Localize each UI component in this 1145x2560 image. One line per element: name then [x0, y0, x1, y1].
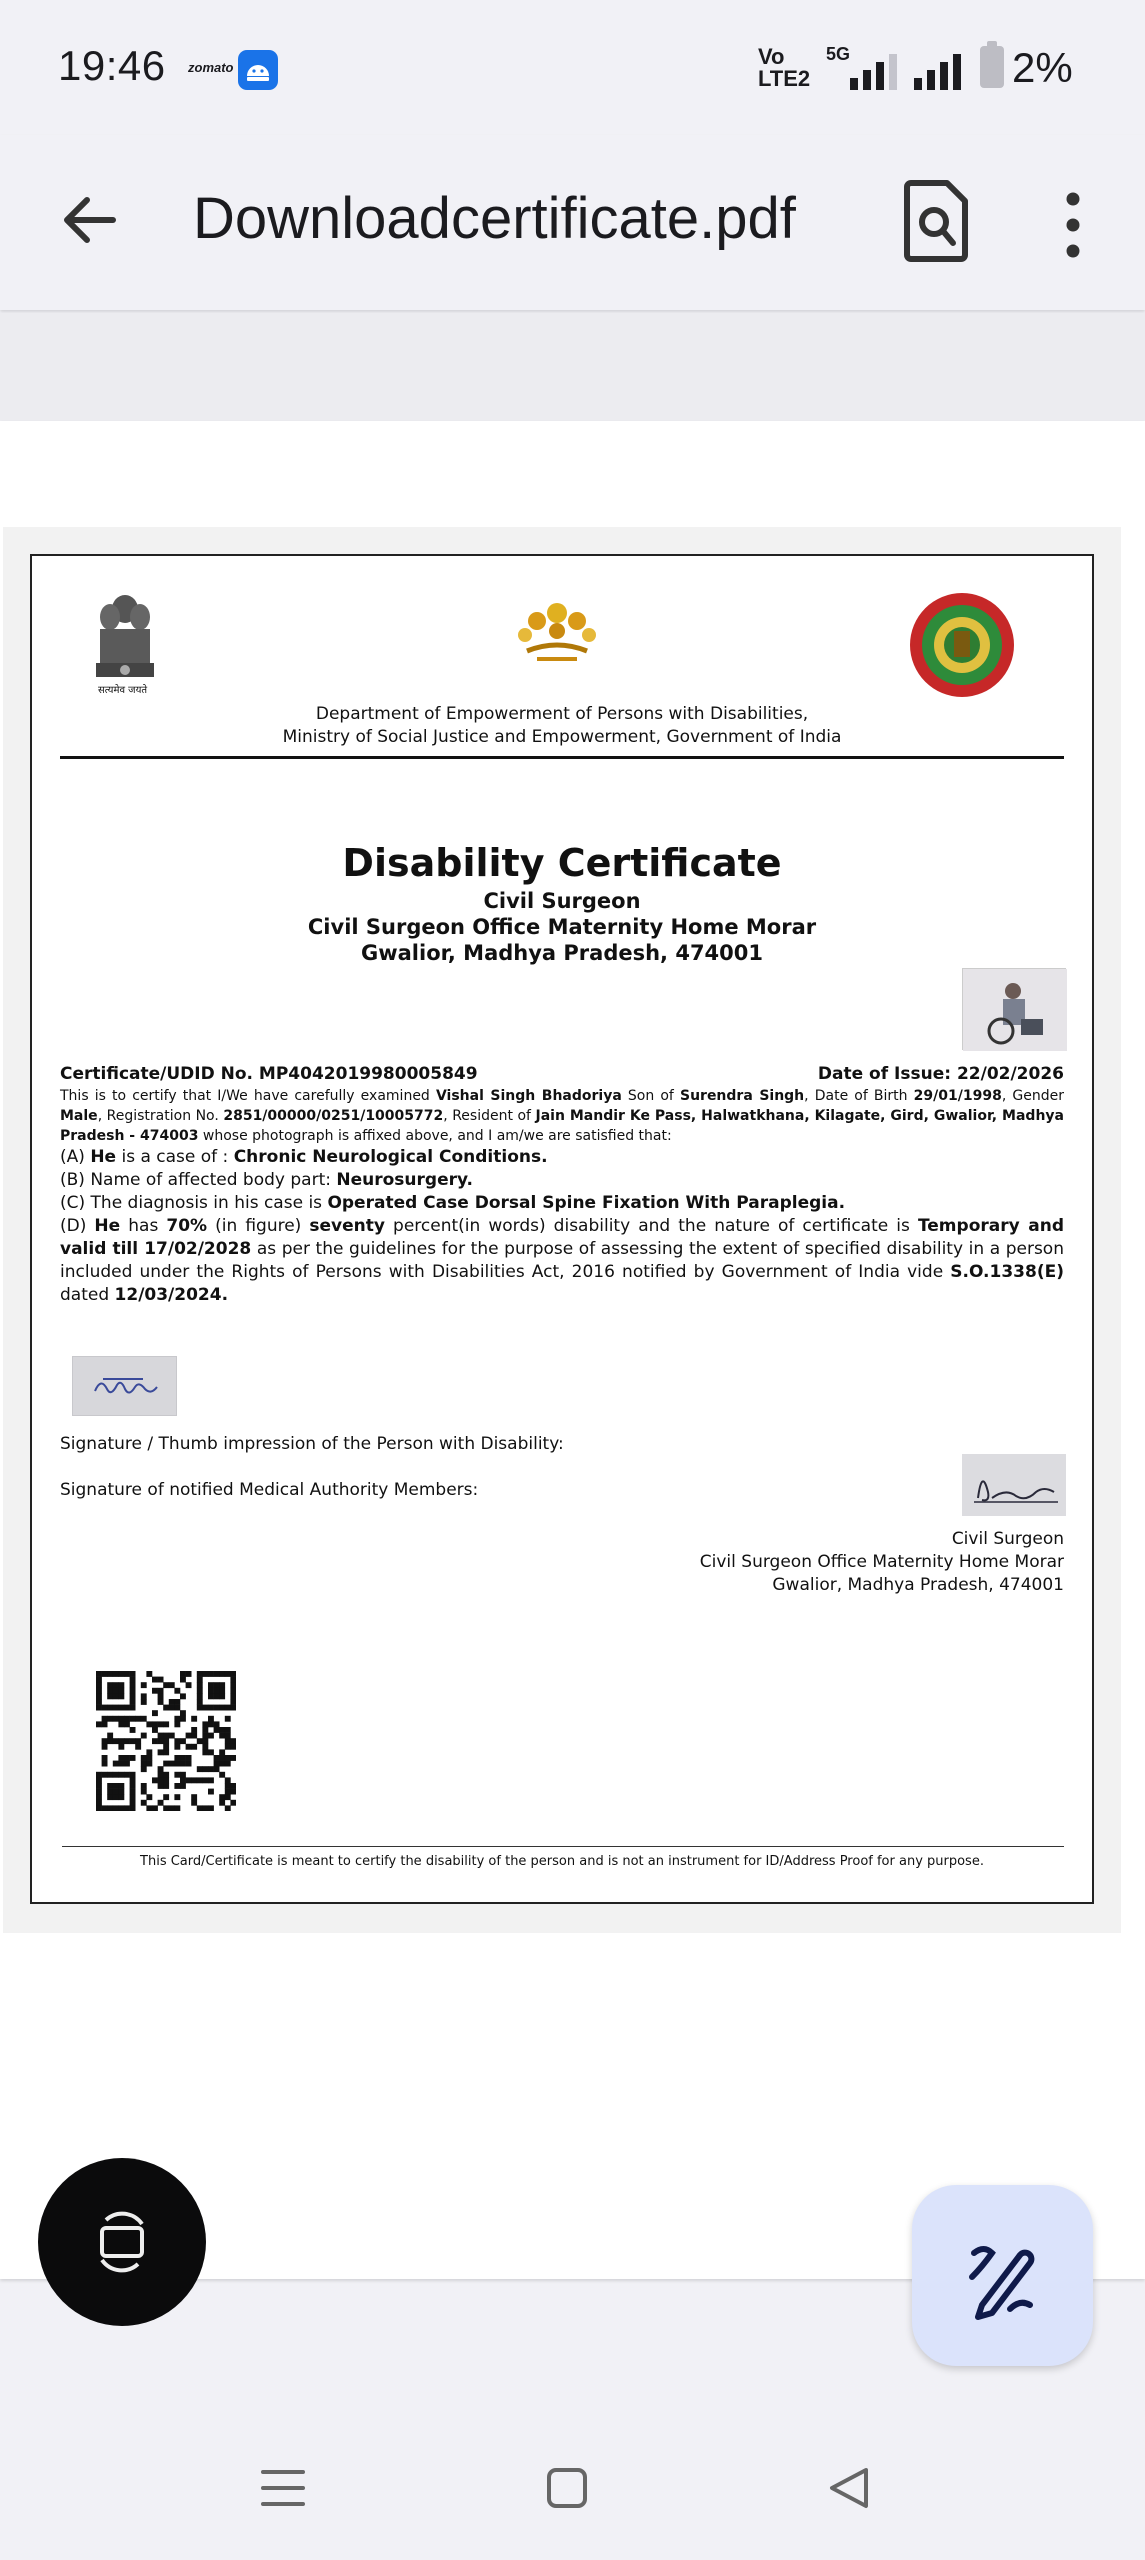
- document-title: Downloadcertificate.pdf: [193, 186, 796, 251]
- footer-disclaimer: This Card/Certificate is meant to certify the disability of the person and is not an instrument for ID/Address Proof for any purpose.: [140, 1854, 984, 1869]
- certificate-subtitle-2: Civil Surgeon Office Maternity Home Morar: [307, 915, 817, 939]
- pdf-page[interactable]: [3, 527, 1121, 1933]
- certificate-intro: This is to certify that I/We have carefully examined Vishal Singh Bhadoriya Son of Surendra Singh, Date of Birth 29/01/1998, Gender Male, Registration No. 2851/00000/0251/10005772, Resident of Jain Mandir Ke Pass, Halwatkhana, Kilagate, Gird, Gwalior, Madhya Pradesh - 474003 whose photograph is affixed above, and I am/we are satisfied that:: [60, 1088, 1064, 1144]
- authority-line-3: Gwalior, Madhya Pradesh, 474001: [772, 1575, 1064, 1595]
- header-divider: [60, 756, 1064, 759]
- person-signature-image: [72, 1356, 177, 1416]
- app-toolbar: [0, 135, 1145, 310]
- find-in-document-icon[interactable]: [903, 177, 973, 263]
- status-bar: [0, 0, 1145, 135]
- clause-d: (D) He has 70% (in figure) seventy percent(in words) disability and the nature of certificate is Temporary and valid till 17/02/2028 as per the guidelines for the purpose of assessing the extent of specified disability in a person included under the Rights of Persons with Disabilities Act, 2016 notified by Government of India vide S.O.1338(E) dated 12/03/2024.: [60, 1216, 1065, 1305]
- clause-c: (C) The diagnosis in his case is Operated Case Dorsal Spine Fixation With Paraplegia.: [60, 1193, 846, 1213]
- person-signature-label: Signature / Thumb impression of the Person with Disability:: [60, 1434, 564, 1454]
- certificate-subtitle-1: Civil Surgeon: [483, 889, 641, 913]
- certificate-title: Disability Certificate: [342, 841, 782, 885]
- department-line-2: Ministry of Social Justice and Empowerment, Government of India: [282, 727, 842, 747]
- signal-strength-sim1-icon: [850, 54, 897, 90]
- battery-percent: 2%: [1012, 44, 1073, 91]
- volte-indicator: Vo LTE2: [758, 44, 811, 91]
- person-photo: [962, 968, 1066, 1050]
- zomato-notification-icon: zomato: [188, 60, 234, 75]
- battery-icon: [980, 46, 1004, 88]
- clause-a: (A) He is a case of : Chronic Neurological Conditions.: [60, 1147, 548, 1167]
- footer-divider: [62, 1846, 1064, 1847]
- clause-b: (B) Name of affected body part: Neurosurgery.: [60, 1170, 473, 1190]
- viewer-top-band: [0, 313, 1145, 421]
- qr-code: [96, 1671, 236, 1811]
- edit-annotate-button[interactable]: [912, 2185, 1093, 2366]
- authority-address: [700, 1528, 1064, 1597]
- certificate-subtitle-3: Gwalior, Madhya Pradesh, 474001: [360, 941, 763, 965]
- authority-signature-image: [962, 1454, 1066, 1516]
- rotate-screen-icon: [38, 2158, 206, 2326]
- more-vertical-icon[interactable]: [1055, 185, 1091, 265]
- rotate-screen-button[interactable]: [38, 2158, 206, 2326]
- department-logo-icon: [507, 591, 607, 676]
- date-of-issue: Date of Issue: 22/02/2026: [817, 1064, 1064, 1084]
- udid-number: Certificate/UDID No. MP4042019980005849: [60, 1064, 478, 1084]
- arrow-back-icon[interactable]: [55, 185, 125, 255]
- certificate-body: [60, 1086, 1064, 1307]
- authority-line-1: Civil Surgeon: [951, 1529, 1064, 1549]
- home-square-icon[interactable]: [537, 2458, 597, 2518]
- system-navigation-bar: [0, 2418, 1145, 2560]
- department-line-1: Department of Empowerment of Persons with Disabilities,: [315, 704, 809, 724]
- back-triangle-icon[interactable]: [820, 2458, 880, 2518]
- disability-certificate: [30, 554, 1094, 1904]
- authority-line-2: Civil Surgeon Office Maternity Home Morar: [699, 1552, 1064, 1572]
- android-app-notification-icon: [238, 50, 278, 90]
- status-time: 19:46: [58, 42, 166, 89]
- state-seal-icon: [908, 591, 1016, 699]
- authority-signature-label: Signature of notified Medical Authority Members:: [60, 1480, 479, 1500]
- signal-strength-sim2-icon: [914, 54, 961, 90]
- menu-lines-icon[interactable]: [253, 2458, 313, 2518]
- emblem-caption: सत्यमेव जयते: [98, 685, 148, 696]
- 5g-indicator: 5G: [826, 44, 851, 64]
- edit-annotate-icon: [912, 2185, 1093, 2366]
